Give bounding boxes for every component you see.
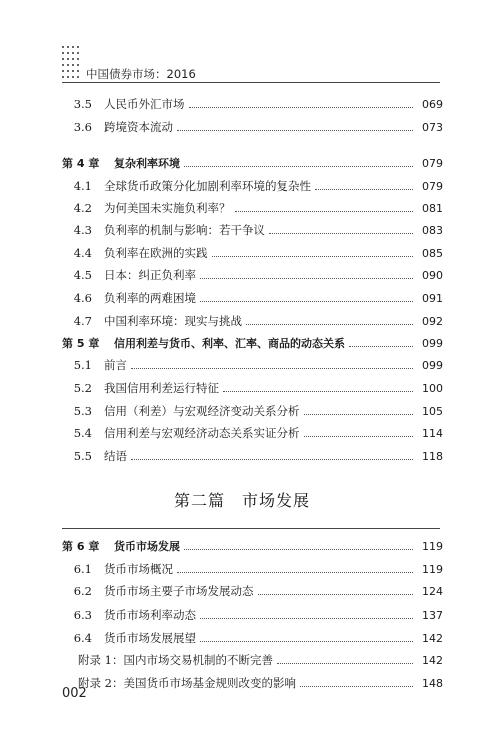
toc-entry-page: 142 [422, 632, 443, 645]
toc-entry-page: 079 [422, 157, 443, 170]
toc-section-row [62, 357, 443, 373]
dot-leader [131, 368, 413, 369]
toc-section-row [62, 178, 443, 194]
toc-entry-page: 079 [422, 180, 443, 193]
dot-leader [235, 211, 414, 212]
toc-section-row [62, 119, 443, 135]
toc-entry-title: 日本：纠正负利率 [104, 268, 196, 282]
toc-section-row [62, 630, 443, 646]
toc-entry-number: 3.5 [73, 97, 92, 111]
part-title: 第二篇 市场发展 [173, 491, 310, 510]
toc-entry-title: 货币市场概况 [104, 562, 173, 576]
toc-entry-page: 118 [422, 450, 443, 463]
toc-entry-title: 负利率的两难困境 [104, 291, 196, 305]
dot-leader [200, 301, 413, 302]
dot-leader [269, 233, 413, 234]
toc-entry-page: 091 [422, 292, 443, 305]
toc-entry-title: 负利率在欧洲的实践 [104, 246, 208, 260]
toc-entry-title: 为何美国未实施负利率？ [104, 201, 231, 215]
dot-leader [246, 324, 413, 325]
dot-leader [200, 641, 413, 642]
toc-entry-page: 099 [422, 337, 443, 350]
toc-entry-number: 5.5 [73, 449, 92, 463]
toc-entry-number: 5.1 [73, 358, 92, 372]
toc-entry-page: 081 [422, 202, 443, 215]
toc-entry-number: 4.2 [73, 201, 92, 215]
toc-section-row [62, 222, 443, 238]
toc-entry-number: 4.5 [73, 268, 92, 282]
toc-section-row [62, 425, 443, 441]
dot-leader [189, 107, 414, 108]
toc-entry-number: 3.6 [73, 120, 92, 134]
toc-section-row [62, 607, 443, 623]
toc-entry-page: 148 [422, 677, 443, 690]
toc-entry-title: 结语 [104, 449, 127, 463]
toc-section-row [62, 403, 443, 419]
dot-leader [212, 256, 414, 257]
toc-section-row [62, 313, 443, 329]
toc-entry-number: 第 4 章 [62, 157, 100, 170]
toc-chapter-row [62, 335, 443, 351]
toc-section-row [62, 561, 443, 577]
toc-entry-page: 073 [422, 121, 443, 134]
toc-chapter-row [62, 155, 443, 171]
toc-section-row [62, 200, 443, 216]
toc-entry-title: 我国信用利差运行特征 [104, 381, 219, 395]
toc-section-row [62, 267, 443, 283]
toc-entry-title: 货币市场利率动态 [104, 608, 196, 622]
toc-entry-title: 复杂利率环境 [114, 157, 180, 170]
toc-entry-page: 119 [422, 563, 443, 576]
toc-entry-title: 中国利率环境：现实与挑战 [104, 314, 242, 328]
dot-leader [184, 166, 413, 167]
book-title: 中国债券市场：2016 [86, 67, 196, 81]
dot-leader [131, 459, 413, 460]
toc-appendix-row [62, 652, 443, 668]
toc-entry-page: 083 [422, 224, 443, 237]
toc-section-row [62, 290, 443, 306]
toc-entry-number: 6.1 [73, 562, 92, 576]
toc-entry-number: 4.4 [73, 246, 92, 260]
toc-entry-number: 5.2 [73, 381, 92, 395]
toc-section-row [62, 245, 443, 261]
dot-leader [177, 572, 413, 573]
toc-chapter-row [62, 538, 443, 554]
dot-leader [304, 414, 414, 415]
toc-section-row [62, 583, 443, 599]
toc-entry-number: 5.4 [73, 426, 92, 440]
toc-section-row [62, 96, 443, 112]
toc-entry-number: 6.3 [73, 608, 92, 622]
toc-entry-title: 人民币外汇市场 [104, 97, 185, 111]
toc-entry-page: 092 [422, 315, 443, 328]
toc-entry-page: 069 [422, 98, 443, 111]
toc-entry-page: 114 [422, 427, 443, 440]
toc-entry-page: 100 [422, 382, 443, 395]
dot-leader [300, 686, 413, 687]
toc-entry-number: 第 5 章 [62, 337, 100, 350]
toc-entry-number: 6.2 [73, 584, 92, 598]
toc-entry-page: 085 [422, 247, 443, 260]
toc-entry-number: 4.6 [73, 291, 92, 305]
toc-entry-title: 货币市场主要子市场发展动态 [104, 584, 254, 598]
toc-entry-number: 6.4 [73, 631, 92, 645]
dot-leader [277, 663, 413, 664]
toc-entry-number: 4.1 [73, 179, 92, 193]
toc-entry-title: 前言 [104, 358, 127, 372]
toc-entry-page: 124 [422, 585, 443, 598]
toc-entry-title: 信用（利差）与宏观经济变动关系分析 [104, 404, 300, 418]
dot-leader [177, 130, 413, 131]
toc-section-row [62, 380, 443, 396]
toc-entry-number: 4.3 [73, 223, 92, 237]
part-rule [62, 528, 440, 529]
toc-entry-page: 090 [422, 269, 443, 282]
toc-entry-title: 信用利差与货币、利率、汇率、商品的动态关系 [114, 337, 345, 350]
toc-entry-page: 105 [422, 405, 443, 418]
toc-entry-title: 全球货币政策分化加剧利率环境的复杂性 [104, 179, 311, 193]
dot-leader [349, 346, 413, 347]
dot-leader [304, 436, 414, 437]
dot-leader [258, 594, 414, 595]
toc-entry-number: 第 6 章 [62, 540, 100, 553]
toc-entry-page: 142 [422, 654, 443, 667]
toc-entry-title: 信用利差与宏观经济动态关系实证分析 [104, 426, 300, 440]
dot-leader [223, 391, 413, 392]
toc-entry-number: 5.3 [73, 404, 92, 418]
page-number: 002 [62, 686, 87, 701]
dot-leader [200, 618, 413, 619]
dot-leader [200, 278, 413, 279]
toc-appendix-row [62, 675, 443, 691]
toc-entry-number: 4.7 [73, 314, 92, 328]
dot-leader [315, 189, 413, 190]
toc-entry-title: 附录 2：美国货币市场基金规则改变的影响 [78, 676, 296, 690]
toc-entry-title: 附录 1：国内市场交易机制的不断完善 [78, 653, 273, 667]
dot-leader [184, 549, 413, 550]
toc-entry-title: 货币市场发展 [114, 540, 180, 553]
toc-entry-title: 跨境资本流动 [104, 120, 173, 134]
toc-entry-page: 137 [422, 609, 443, 622]
toc-entry-title: 货币市场发展展望 [104, 631, 196, 645]
toc-entry-page: 099 [422, 359, 443, 372]
toc-entry-title: 负利率的机制与影响：若干争议 [104, 223, 265, 237]
toc-entry-page: 119 [422, 540, 443, 553]
toc-section-row [62, 448, 443, 464]
